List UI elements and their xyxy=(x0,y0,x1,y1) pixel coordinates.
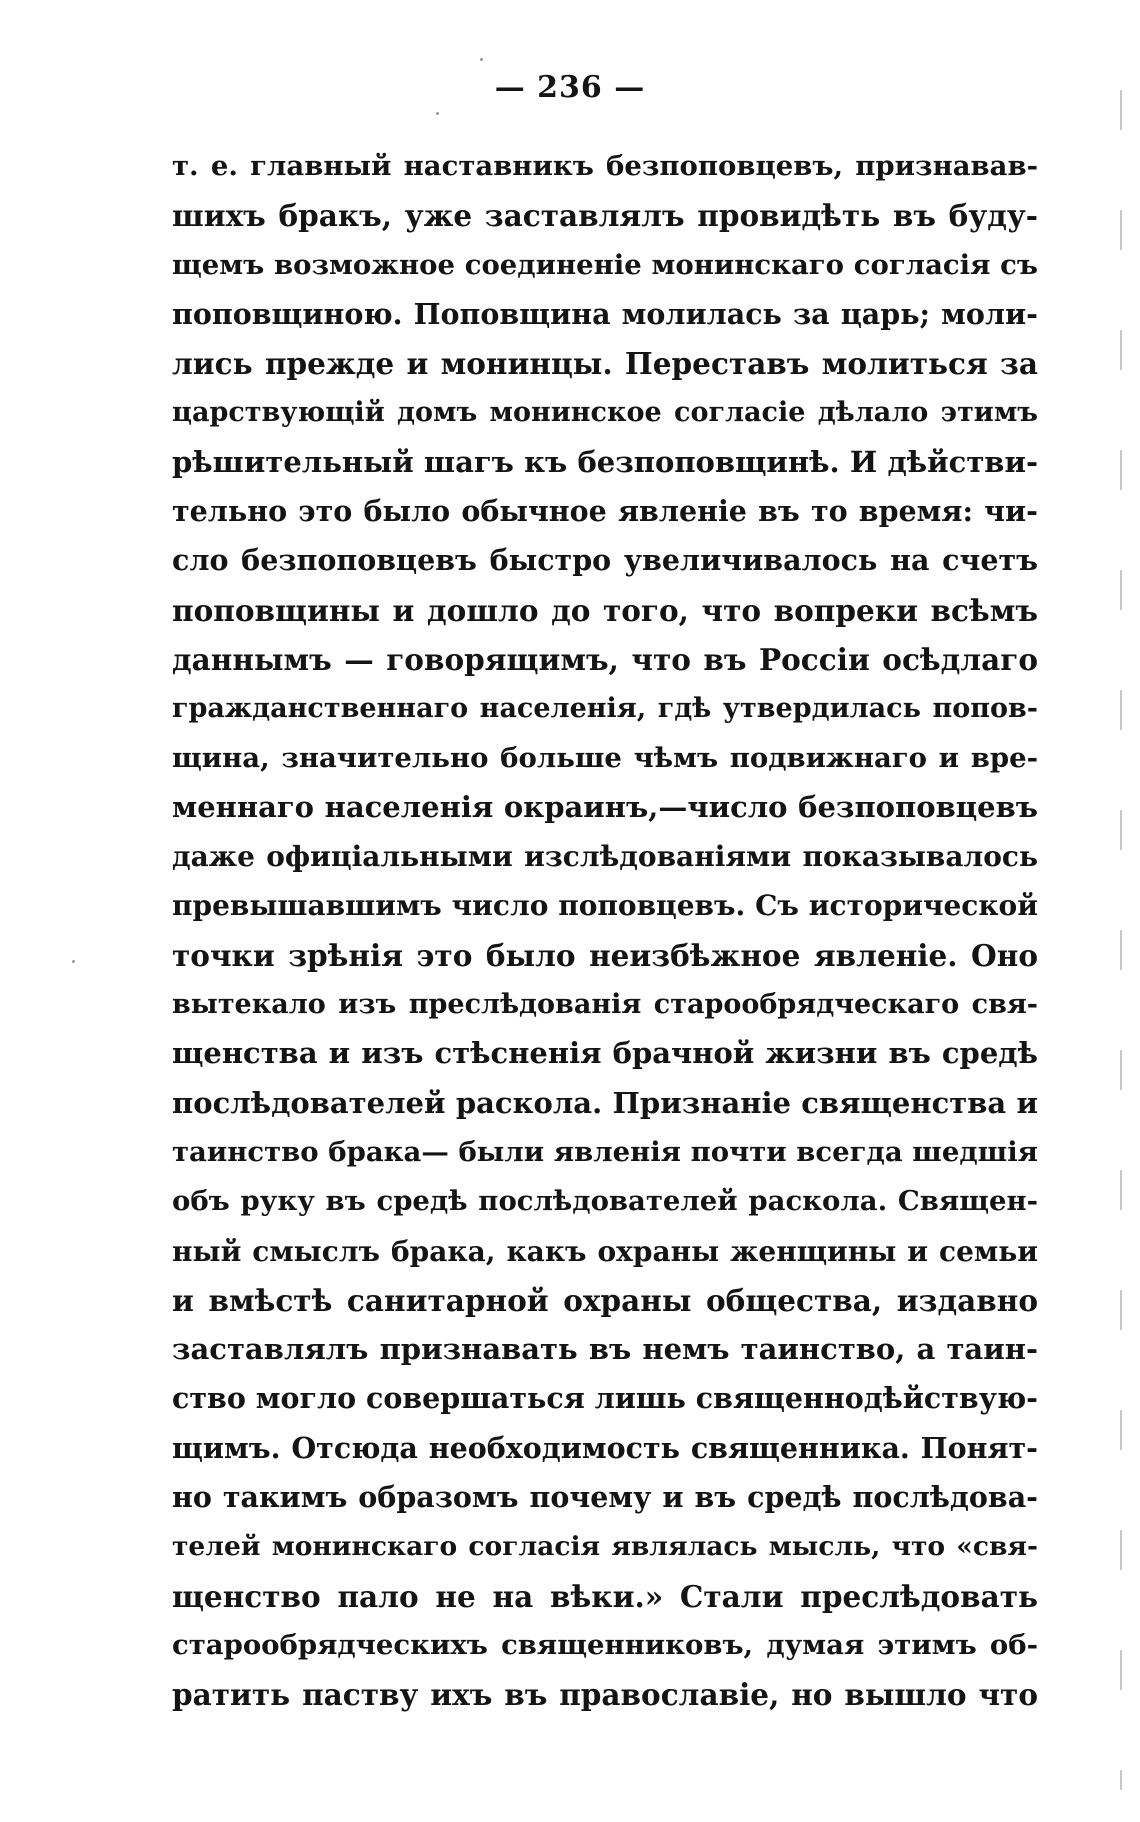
body-text xyxy=(172,142,1038,1720)
text-line: щина, значительно больше чѣмъ подвижнаго и вре- xyxy=(172,741,1038,774)
text-line: превышавшимъ число поповцевъ. Съ исторической xyxy=(172,889,1038,923)
text-line: царствующій домъ монинское согласіе дѣлало этимъ xyxy=(172,397,1038,429)
scan-speck xyxy=(436,112,439,115)
text-line: даннымъ — говорящимъ, что въ Россіи осѣдлаго xyxy=(172,641,1038,677)
text-line: щимъ. Отсюда необходимость священника. Понят- xyxy=(172,1430,1038,1465)
text-line: ратить паству ихъ въ православіе, но вышло что xyxy=(172,1677,1038,1713)
text-line: ный смыслъ брака, какъ охраны женщины и семьи xyxy=(172,1234,1038,1268)
text-line: сло безпоповцевъ быстро увеличивалось на счетъ xyxy=(172,543,1038,578)
page-edge-shadow xyxy=(1120,90,1122,1790)
text-line: даже офиціальными изслѣдованіями показывалось xyxy=(172,840,1038,874)
page-number: — 236 — xyxy=(494,70,646,105)
text-line: рѣшительный шагъ къ безпоповщинѣ. И дѣйстви- xyxy=(172,444,1038,479)
text-line: ство могло совершаться лишь священнодѣйствую- xyxy=(172,1381,1038,1416)
text-line: телей монинскаго согласія являлась мысль, что «свя- xyxy=(172,1531,1038,1563)
text-line: вытекало изъ преслѣдованія старообрядческаго свя- xyxy=(172,989,1038,1021)
text-line: старообрядческихъ священниковъ, думая этимъ об- xyxy=(172,1628,1038,1661)
text-line: поповщины и дошло до того, что вопреки всѣмъ xyxy=(172,592,1038,628)
text-line: тельно это было обычное явленіе въ то время: чи- xyxy=(172,494,1038,529)
scan-speck xyxy=(480,58,483,61)
text-line: точки зрѣнія это было неизбѣжное явленіе. Оно xyxy=(172,937,1038,973)
text-line: щенство пало не на вѣки.» Стали преслѣдовать xyxy=(172,1578,1038,1614)
text-line: поповщиною. Поповщина молилась за царь; моли- xyxy=(172,296,1038,331)
text-line: заставлялъ признавать въ немъ таинство, а таин- xyxy=(172,1332,1038,1367)
text-line: меннаго населенія окраинъ,—число безпоповцевъ xyxy=(172,789,1038,824)
scan-speck xyxy=(72,960,75,963)
text-line: но такимъ образомъ почему и въ средѣ послѣдова- xyxy=(172,1480,1038,1515)
text-line: шихъ бракъ, уже заставлялъ провидѣть въ буду- xyxy=(172,198,1038,234)
text-line: и вмѣстѣ санитарной охраны общества, издавно xyxy=(172,1282,1038,1318)
text-line: щенства и изъ стѣсненія брачной жизни въ средѣ xyxy=(172,1036,1038,1071)
text-line: таинство брака— были явленія почти всегда шедшія xyxy=(172,1135,1038,1168)
text-line: гражданственнаго населенія, гдѣ утвердилась попов- xyxy=(172,693,1038,725)
text-line: послѣдователей раскола. Признаніе священства и xyxy=(172,1085,1038,1120)
text-line: щемъ возможное соединеніе монинскаго согласія съ xyxy=(172,248,1038,281)
text-line: лись прежде и монинцы. Переставъ молиться за xyxy=(172,346,1038,382)
text-line: т. е. главный наставникъ безпоповцевъ, признавав- xyxy=(172,150,1038,182)
text-line: объ руку въ средѣ послѣдователей раскола. Священ- xyxy=(172,1185,1038,1218)
